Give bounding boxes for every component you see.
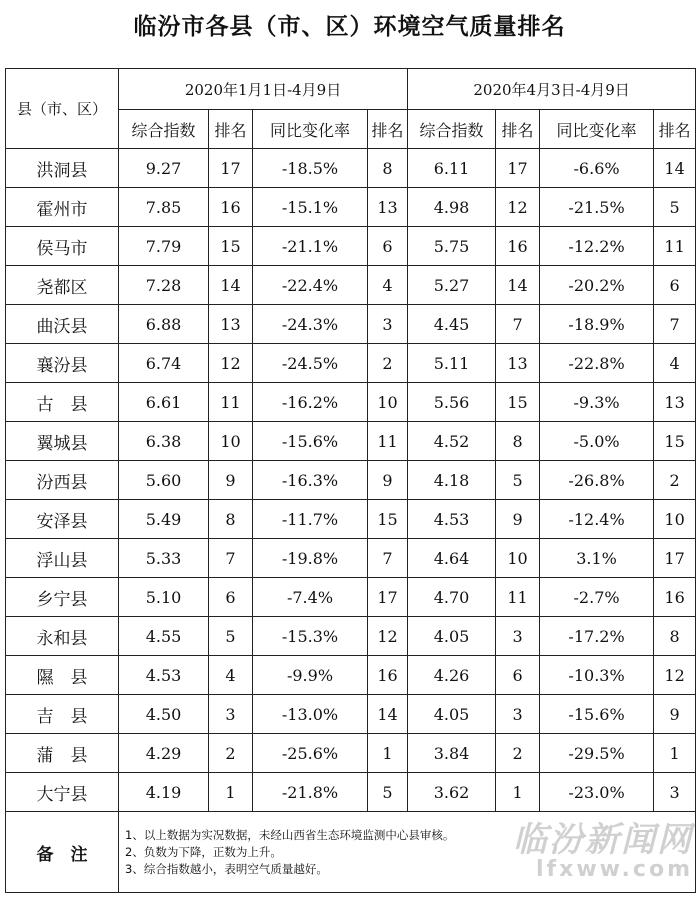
air-quality-ranking-table — [5, 68, 696, 893]
county-name: 翼城县 — [6, 422, 119, 461]
change-p1: -22.4% — [253, 266, 368, 305]
table-row — [6, 188, 696, 227]
col-change-rank-p2: 排名 — [654, 110, 696, 149]
change-rank-p1: 13 — [368, 188, 408, 227]
rank-p2: 3 — [496, 617, 540, 656]
change-rank-p2: 10 — [654, 500, 696, 539]
change-rank-p2: 8 — [654, 617, 696, 656]
col-change-rank-p1: 排名 — [368, 110, 408, 149]
index-p2: 4.53 — [408, 500, 496, 539]
rank-p2: 11 — [496, 578, 540, 617]
change-p1: -24.5% — [253, 344, 368, 383]
rank-p1: 15 — [209, 227, 253, 266]
rank-p2: 6 — [496, 656, 540, 695]
change-p2: -23.0% — [540, 773, 654, 812]
table-row — [6, 227, 696, 266]
index-p1: 9.27 — [119, 149, 209, 188]
change-rank-p1: 15 — [368, 500, 408, 539]
index-p1: 4.50 — [119, 695, 209, 734]
change-p1: -7.4% — [253, 578, 368, 617]
index-p2: 4.70 — [408, 578, 496, 617]
col-change-p2: 同比变化率 — [540, 110, 654, 149]
change-rank-p1: 4 — [368, 266, 408, 305]
table-row — [6, 734, 696, 773]
county-name: 浮山县 — [6, 539, 119, 578]
change-p2: -12.4% — [540, 500, 654, 539]
change-rank-p2: 1 — [654, 734, 696, 773]
change-rank-p1: 3 — [368, 305, 408, 344]
rank-p2: 12 — [496, 188, 540, 227]
county-name: 曲沃县 — [6, 305, 119, 344]
change-rank-p2: 13 — [654, 383, 696, 422]
index-p2: 4.98 — [408, 188, 496, 227]
rank-p2: 14 — [496, 266, 540, 305]
change-rank-p1: 9 — [368, 461, 408, 500]
county-name: 古 县 — [6, 383, 119, 422]
county-name: 大宁县 — [6, 773, 119, 812]
table-row — [6, 461, 696, 500]
county-name: 侯马市 — [6, 227, 119, 266]
table-row — [6, 266, 696, 305]
change-p2: -22.8% — [540, 344, 654, 383]
change-p2: -9.3% — [540, 383, 654, 422]
table-row — [6, 539, 696, 578]
change-p1: -25.6% — [253, 734, 368, 773]
watermark-url: lfxww.com — [536, 857, 693, 882]
rank-p2: 10 — [496, 539, 540, 578]
index-p1: 7.85 — [119, 188, 209, 227]
period1-header: 2020年1月1日-4月9日 — [119, 69, 408, 110]
change-rank-p1: 16 — [368, 656, 408, 695]
change-rank-p2: 7 — [654, 305, 696, 344]
change-rank-p2: 3 — [654, 773, 696, 812]
table-row — [6, 149, 696, 188]
change-rank-p2: 11 — [654, 227, 696, 266]
county-name: 襄汾县 — [6, 344, 119, 383]
index-p1: 5.60 — [119, 461, 209, 500]
county-name: 吉 县 — [6, 695, 119, 734]
change-rank-p2: 6 — [654, 266, 696, 305]
table-row — [6, 656, 696, 695]
rank-p1: 1 — [209, 773, 253, 812]
col-change-p1: 同比变化率 — [253, 110, 368, 149]
change-rank-p1: 8 — [368, 149, 408, 188]
change-p2: -17.2% — [540, 617, 654, 656]
index-p2: 5.11 — [408, 344, 496, 383]
change-rank-p2: 15 — [654, 422, 696, 461]
table-row — [6, 305, 696, 344]
index-p2: 6.11 — [408, 149, 496, 188]
index-p2: 4.26 — [408, 656, 496, 695]
col-rank-p1: 排名 — [209, 110, 253, 149]
change-rank-p1: 11 — [368, 422, 408, 461]
index-p1: 5.33 — [119, 539, 209, 578]
watermark-logo-text: 临汾新闻网 — [513, 820, 693, 860]
rank-p1: 11 — [209, 383, 253, 422]
rank-p1: 7 — [209, 539, 253, 578]
index-p1: 6.74 — [119, 344, 209, 383]
index-p1: 4.53 — [119, 656, 209, 695]
change-p2: -26.8% — [540, 461, 654, 500]
index-p1: 6.61 — [119, 383, 209, 422]
index-p1: 6.88 — [119, 305, 209, 344]
change-rank-p1: 6 — [368, 227, 408, 266]
county-name: 安泽县 — [6, 500, 119, 539]
change-p1: -15.1% — [253, 188, 368, 227]
rank-p1: 10 — [209, 422, 253, 461]
change-rank-p2: 17 — [654, 539, 696, 578]
index-p1: 4.19 — [119, 773, 209, 812]
change-rank-p2: 16 — [654, 578, 696, 617]
change-p2: -12.2% — [540, 227, 654, 266]
note-line: 2、负数为下降，正数为上升。 — [125, 844, 282, 859]
rank-p2: 9 — [496, 500, 540, 539]
rank-p1: 9 — [209, 461, 253, 500]
period2-header: 2020年4月3日-4月9日 — [408, 69, 696, 110]
rank-p1: 3 — [209, 695, 253, 734]
rank-p2: 5 — [496, 461, 540, 500]
change-p2: -18.9% — [540, 305, 654, 344]
county-name: 蒲 县 — [6, 734, 119, 773]
table-row — [6, 383, 696, 422]
rank-p1: 12 — [209, 344, 253, 383]
rank-p1: 13 — [209, 305, 253, 344]
rank-p2: 8 — [496, 422, 540, 461]
rank-p2: 3 — [496, 695, 540, 734]
county-name: 永和县 — [6, 617, 119, 656]
change-rank-p1: 1 — [368, 734, 408, 773]
index-p1: 5.10 — [119, 578, 209, 617]
rank-p2: 7 — [496, 305, 540, 344]
change-p2: -10.3% — [540, 656, 654, 695]
change-rank-p2: 9 — [654, 695, 696, 734]
header-row-periods — [6, 69, 696, 110]
index-p2: 5.75 — [408, 227, 496, 266]
county-name: 尧都区 — [6, 266, 119, 305]
table-row — [6, 422, 696, 461]
change-rank-p1: 2 — [368, 344, 408, 383]
notes-label: 备 注 — [6, 812, 119, 893]
index-p1: 4.55 — [119, 617, 209, 656]
change-p1: -16.2% — [253, 383, 368, 422]
rank-p1: 6 — [209, 578, 253, 617]
index-p2: 4.18 — [408, 461, 496, 500]
county-name: 乡宁县 — [6, 578, 119, 617]
col-index-p1: 综合指数 — [119, 110, 209, 149]
change-rank-p1: 7 — [368, 539, 408, 578]
county-name: 霍州市 — [6, 188, 119, 227]
table-row — [6, 773, 696, 812]
rank-p1: 16 — [209, 188, 253, 227]
rank-p1: 2 — [209, 734, 253, 773]
change-rank-p2: 4 — [654, 344, 696, 383]
index-p2: 3.62 — [408, 773, 496, 812]
change-rank-p1: 17 — [368, 578, 408, 617]
index-p2: 5.27 — [408, 266, 496, 305]
rank-p2: 16 — [496, 227, 540, 266]
index-p2: 4.05 — [408, 695, 496, 734]
table-row — [6, 695, 696, 734]
note-line: 3、综合指数越小，表明空气质量越好。 — [125, 861, 328, 876]
index-p2: 3.84 — [408, 734, 496, 773]
change-p1: -16.3% — [253, 461, 368, 500]
change-p2: -20.2% — [540, 266, 654, 305]
rank-p1: 8 — [209, 500, 253, 539]
table-row — [6, 617, 696, 656]
index-p1: 7.79 — [119, 227, 209, 266]
page-title: 临汾市各县（市、区）环境空气质量排名 — [133, 14, 566, 40]
county-name: 洪洞县 — [6, 149, 119, 188]
index-p1: 4.29 — [119, 734, 209, 773]
change-p2: -5.0% — [540, 422, 654, 461]
rank-p1: 4 — [209, 656, 253, 695]
change-rank-p1: 5 — [368, 773, 408, 812]
index-p1: 6.38 — [119, 422, 209, 461]
index-p2: 4.64 — [408, 539, 496, 578]
change-p1: -21.1% — [253, 227, 368, 266]
index-p2: 5.56 — [408, 383, 496, 422]
table-row — [6, 578, 696, 617]
change-p1: -11.7% — [253, 500, 368, 539]
index-p2: 4.05 — [408, 617, 496, 656]
index-p1: 7.28 — [119, 266, 209, 305]
col-index-p2: 综合指数 — [408, 110, 496, 149]
rank-p1: 5 — [209, 617, 253, 656]
change-p1: -9.9% — [253, 656, 368, 695]
change-rank-p1: 12 — [368, 617, 408, 656]
change-p1: -18.5% — [253, 149, 368, 188]
change-p1: -15.3% — [253, 617, 368, 656]
change-rank-p2: 2 — [654, 461, 696, 500]
county-name: 汾西县 — [6, 461, 119, 500]
rank-p2: 1 — [496, 773, 540, 812]
change-rank-p2: 14 — [654, 149, 696, 188]
table-row — [6, 500, 696, 539]
county-header: 县（市、区） — [6, 69, 119, 149]
rank-p1: 17 — [209, 149, 253, 188]
note-line: 1、以上数据为实况数据，未经山西省生态环境监测中心县审核。 — [125, 827, 455, 842]
table-row — [6, 344, 696, 383]
change-p2: -2.7% — [540, 578, 654, 617]
index-p2: 4.45 — [408, 305, 496, 344]
rank-p2: 15 — [496, 383, 540, 422]
change-p1: -19.8% — [253, 539, 368, 578]
site-watermark — [513, 812, 693, 882]
change-rank-p2: 12 — [654, 656, 696, 695]
rank-p1: 14 — [209, 266, 253, 305]
change-p1: -24.3% — [253, 305, 368, 344]
change-p2: -15.6% — [540, 695, 654, 734]
change-p2: -29.5% — [540, 734, 654, 773]
change-rank-p1: 14 — [368, 695, 408, 734]
change-p2: -6.6% — [540, 149, 654, 188]
change-rank-p2: 5 — [654, 188, 696, 227]
rank-p2: 17 — [496, 149, 540, 188]
change-p1: -21.8% — [253, 773, 368, 812]
col-rank-p2: 排名 — [496, 110, 540, 149]
rank-p2: 13 — [496, 344, 540, 383]
change-rank-p1: 10 — [368, 383, 408, 422]
change-p1: -15.6% — [253, 422, 368, 461]
change-p2: -21.5% — [540, 188, 654, 227]
index-p1: 5.49 — [119, 500, 209, 539]
county-name: 隰 县 — [6, 656, 119, 695]
index-p2: 4.52 — [408, 422, 496, 461]
rank-p2: 2 — [496, 734, 540, 773]
change-p2: 3.1% — [540, 539, 654, 578]
change-p1: -13.0% — [253, 695, 368, 734]
